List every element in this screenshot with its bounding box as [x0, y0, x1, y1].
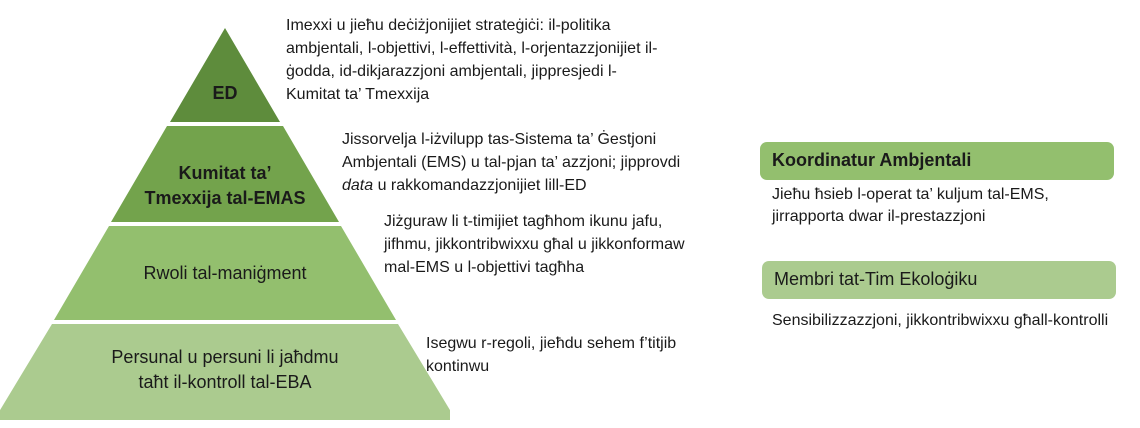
tier-2-description: [342, 128, 702, 197]
role-box-environmental-coordinator: Koordinatur Ambjentali: [760, 142, 1114, 180]
tier-2-description-italic: data: [342, 177, 374, 194]
tier-4-label-line2: taħt il-kontroll tal-EBA: [138, 372, 312, 392]
tier-4-description: Isegwu r-regoli, jieħdu sehem f’titjib kontinwu: [426, 335, 677, 375]
tier-3-label: Rwoli tal-maniġment: [143, 263, 307, 283]
tier-1-label: ED: [212, 83, 238, 103]
tier-4-label: [20, 345, 430, 395]
tier-2-label: [111, 161, 339, 211]
tier-2-label-line1: Kumitat ta’: [178, 163, 272, 183]
tier-4-label-line1: Persunal u persuni li jaħdmu: [111, 347, 339, 367]
tier-2-description-part1: Jissorvelja l-iżvilupp tas-Sistema ta’ Ġestjoni Ambjentali (EMS) u tal-pjan ta’ azzjoni; jipprovdi: [342, 131, 681, 171]
tier-3-description: Jiżguraw li t-timijiet tagħhom ikunu jafu, jifhmu, jikkontribwixxu għal u jikkonformaw mal-EMS u l-objettivi tagħha: [384, 213, 685, 276]
tier-1-description: Imexxi u jieħu deċiżjonijiet strateġiċi: il-politika ambjentali, l-objettivi, l-effettività, l-orjentazzjonijiet il-ġodda, id-dikjarazzjoni ambjentali, jippresjedi l-Kumitat ta’ Tmexxija: [286, 17, 658, 103]
role-description-eco-team-members: Sensibilizzazzjoni, jikkontribwixxu għall-kontrolli: [772, 312, 1109, 329]
pyramid-tier-1: [170, 28, 280, 122]
role-box-eco-team-members: Membri tat-Tim Ekoloġiku: [762, 261, 1116, 299]
tier-2-description-part2: u rakkomandazzjonijiet lill-ED: [373, 177, 587, 194]
tier-2-label-line2: Tmexxija tal-EMAS: [144, 188, 306, 208]
role-description-environmental-coordinator: Jieħu ħsieb l-operat ta’ kuljum tal-EMS, jirrapporta dwar il-prestazzjoni: [772, 186, 1049, 225]
